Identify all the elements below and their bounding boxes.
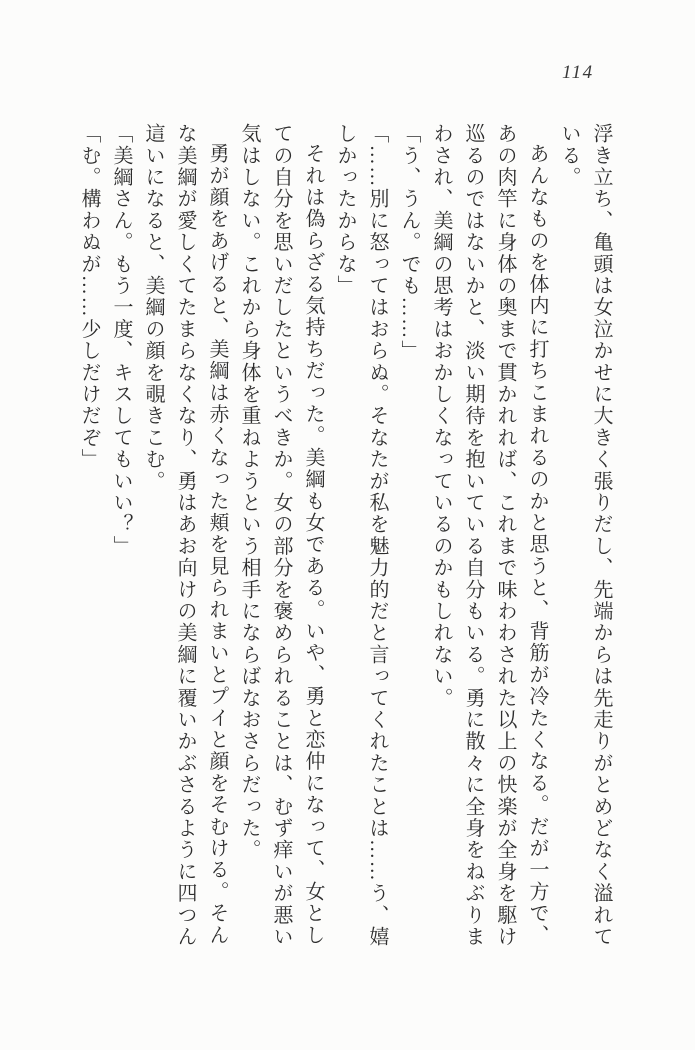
paragraph: 「う、うん。でも……」 — [398, 123, 420, 362]
page-text — [73, 123, 617, 952]
page-number: 114 — [562, 62, 594, 83]
paragraph: 「……別に怒ってはおらぬ。そなたが私を魅力的だと言ってくれたことは……う、嬉しかったからな」 — [334, 123, 388, 948]
paragraph: それは偽らざる気持ちだった。美綱も女である。いや、勇と恋仲になって、女としての自分を思いだしたというべきか。女の部分を褒められることは、むず痒いが悪い気はしない。これから身体を重ねようという相手にならばなおさらだった。 — [238, 123, 324, 948]
paragraph: あんなものを体内に打ちこまれるのかと思うと、背筋が冷たくなる。だが一方で、あの肉竿に身体の奥まで貫かれれば、これまで味わわされた以上の快楽が全身を駆け巡るのではないかと、淡い期待を抱いている自分もいる。勇に散々に全身をねぶりまわされ、美綱の思考はおかしくなっているのかもしれない。 — [430, 123, 548, 948]
paragraph: 「む。構わぬが……少しだけだぞ」 — [78, 123, 100, 471]
paragraph: 浮き立ち、亀頭は女泣かせに大きく張りだし、先端からは先走りがとめどなく溢れている。 — [558, 123, 612, 948]
paragraph: 勇が顔をあげると、美綱は赤くなった頬を見られまいとプイと顔をそむける。そんな美綱が愛しくてたまらなくなり、勇はあお向けの美綱に覆いかぶさるように四つん這いになると、美綱の顔を覗きこむ。 — [142, 123, 228, 948]
paragraph: 「美綱さん。もう一度、キスしてもいい？」 — [110, 123, 132, 557]
